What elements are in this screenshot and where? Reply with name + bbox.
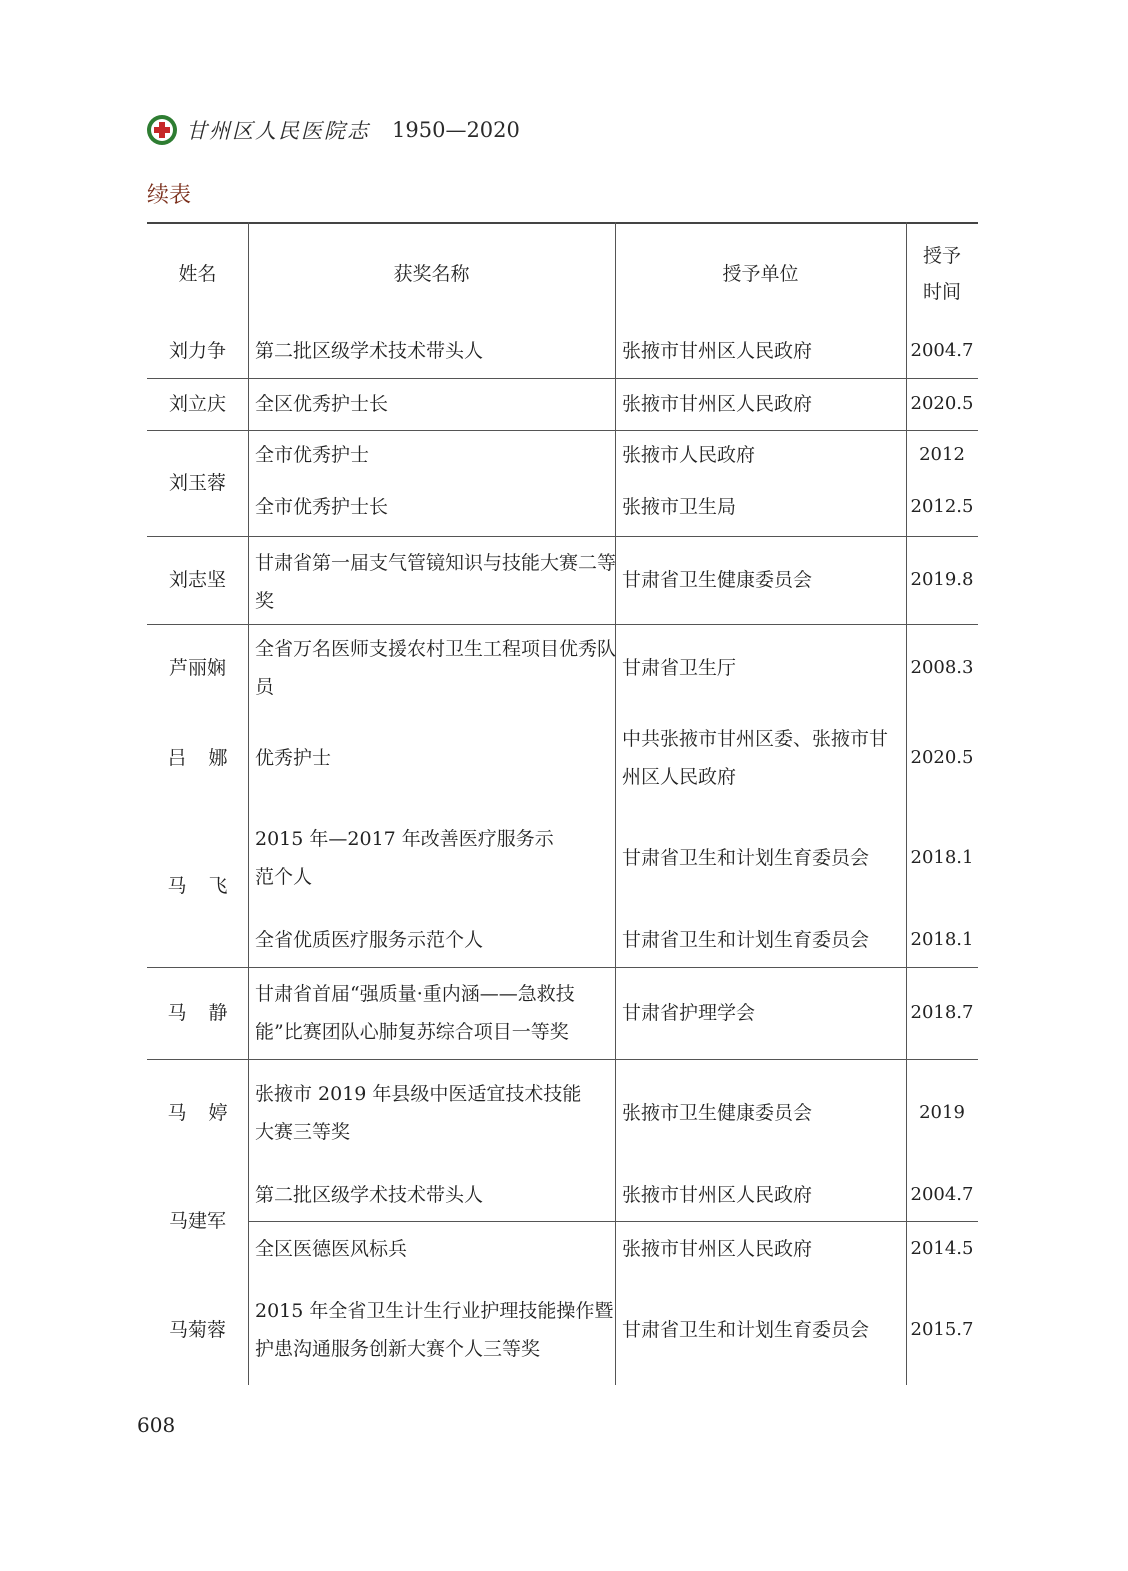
table-cell-award: 张掖市 2019 年县级中医适宜技术技能大赛三等奖 [255,1083,582,1143]
table-cell-org: 张掖市卫生健康委员会 [622,1102,813,1124]
table-cell-org: 甘肃省卫生和计划生育委员会 [622,847,870,869]
row-divider [147,967,978,968]
book-years: 1950—2020 [392,118,520,142]
row-divider [147,430,978,431]
table-cell-org: 张掖市卫生局 [622,496,737,518]
column-divider [248,222,249,1385]
table-cell-name: 芦丽娴 [168,657,226,679]
table-cell-date: 2015.7 [910,1319,974,1340]
table-cell-name: 刘玉蓉 [168,472,226,494]
table-cell-award: 全省万名医师支援农村卫生工程项目优秀队员 [255,638,617,698]
row-divider [147,378,978,379]
table-cell-award: 2015 年—2017 年改善医疗服务示范个人 [255,828,554,888]
table-cell-date: 2020.5 [910,747,974,768]
table-cell-award: 全区医德医风标兵 [255,1238,408,1260]
continuation-label: 续表 [147,183,192,208]
table-cell-date: 2004.7 [910,1184,974,1205]
row-divider [147,1059,978,1060]
table-cell-org: 甘肃省卫生和计划生育委员会 [622,1319,870,1341]
table-cell-org: 甘肃省卫生和计划生育委员会 [622,929,870,951]
table-cell-org: 张掖市甘州区人民政府 [622,393,813,415]
table-cell-name: 刘立庆 [168,393,226,415]
table-cell-org: 张掖市甘州区人民政府 [622,340,813,362]
table-cell-name: 刘力争 [168,340,226,362]
table-cell-date: 2012.5 [910,496,974,517]
table-cell-name [147,720,248,796]
table-cell-award: 全省优质医疗服务示范个人 [255,929,484,951]
column-header-date-line1: 授予 [922,245,961,267]
column-header-name: 姓名 [178,263,217,285]
table-cell-award: 全区优秀护士长 [255,393,389,415]
page-number: 608 [137,1413,176,1437]
table-cell-org: 甘肃省卫生健康委员会 [622,569,813,591]
table-cell-date: 2008.3 [910,657,974,678]
row-divider [147,624,978,625]
table-cell-name [147,848,248,924]
table-cell-date: 2004.7 [910,340,974,361]
column-header-org: 授予单位 [722,263,799,285]
running-header [146,112,520,148]
name-text: 吕娜 [167,747,250,769]
column-header-date-line2: 时间 [922,281,961,303]
table-cell-org: 中共张掖市甘州区委、张掖市甘州区人民政府 [622,728,889,788]
column-header-award: 获奖名称 [393,263,470,285]
table-cell-date: 2019.8 [910,569,974,590]
table-cell-org: 甘肃省卫生厅 [622,657,737,679]
table-cell-award: 2015 年全省卫生计生行业护理技能操作暨护患沟通服务创新大赛个人三等奖 [255,1300,614,1360]
table-cell-award: 优秀护士 [255,747,332,769]
table-cell-award: 全市优秀护士长 [255,496,389,518]
table-cell-date: 2018.7 [910,1002,974,1023]
table-cell-date: 2018.1 [910,847,974,868]
book-title: 甘州区人民医院志 [186,119,370,143]
name-text: 马飞 [167,875,250,897]
table-cell-award: 全市优秀护士 [255,444,370,466]
row-divider [248,1221,978,1222]
table-cell-org: 张掖市甘州区人民政府 [622,1184,813,1206]
table-cell-name [147,975,248,1051]
name-text: 马婷 [167,1102,250,1124]
hospital-emblem-icon [146,114,178,146]
table-cell-name [147,1075,248,1151]
table-cell-name: 刘志坚 [168,569,226,591]
table-cell-date: 2020.5 [910,393,974,414]
table-cell-award: 甘肃省第一届支气管镜知识与技能大赛二等奖 [255,552,617,612]
table-cell-date: 2018.1 [910,929,974,950]
table-cell-date: 2012 [919,444,965,465]
table-cell-org: 张掖市甘州区人民政府 [622,1238,813,1260]
table-cell-date: 2019 [919,1102,965,1123]
table-cell-org: 甘肃省护理学会 [622,1002,756,1024]
table-cell-org: 张掖市人民政府 [622,444,756,466]
column-header-date [906,236,978,312]
table-cell-name: 马建军 [168,1210,226,1232]
table-cell-name: 马菊蓉 [168,1319,226,1341]
table-cell-date: 2014.5 [910,1238,974,1259]
name-text: 马静 [167,1002,250,1024]
table-cell-award: 第二批区级学术技术带头人 [255,1184,484,1206]
table-cell-award: 甘肃省首届“强质量·重内涵——急救技能”比赛团队心肺复苏综合项目一等奖 [255,983,575,1043]
table-cell-award: 第二批区级学术技术带头人 [255,340,484,362]
